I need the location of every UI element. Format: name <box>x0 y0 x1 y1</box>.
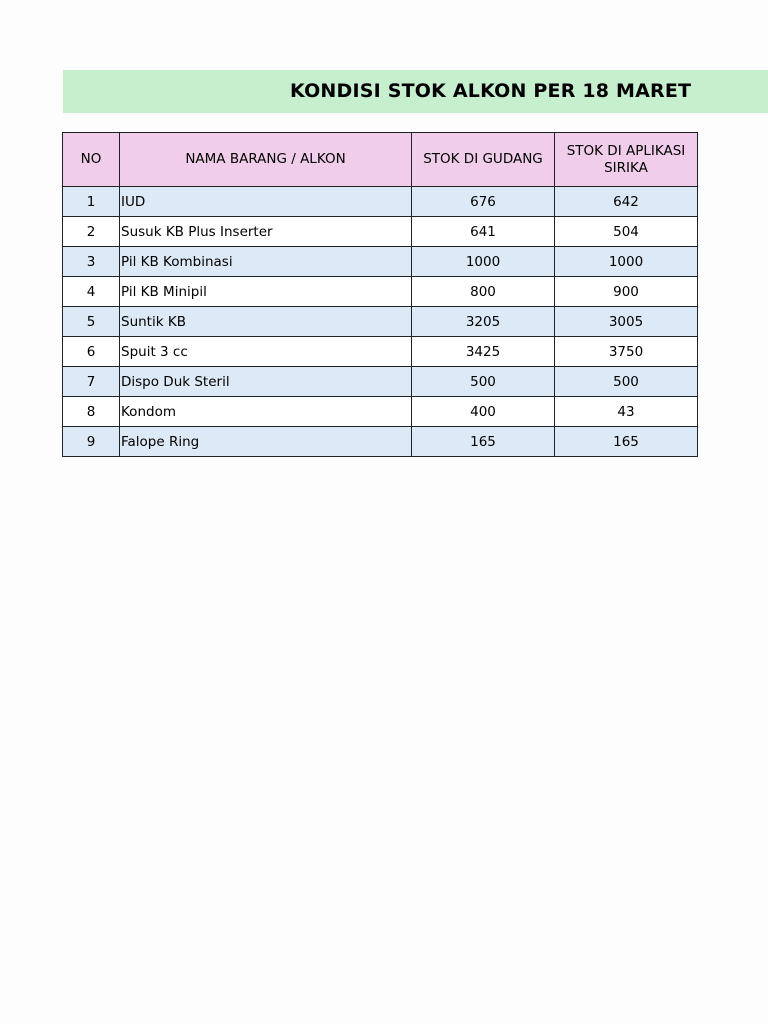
table-row <box>63 427 698 457</box>
header-no: NO <box>63 133 120 187</box>
cell-warehouse-stock <box>412 187 555 217</box>
cell-no <box>63 397 120 427</box>
cell-app-stock <box>555 337 698 367</box>
cell-app-stock-text: 43 <box>617 403 635 420</box>
cell-no <box>63 307 120 337</box>
cell-no <box>63 247 120 277</box>
cell-item-name <box>120 277 412 307</box>
cell-item-name-text: Susuk KB Plus Inserter <box>121 223 273 240</box>
cell-no-text: 9 <box>86 433 96 450</box>
cell-item-name <box>120 337 412 367</box>
table-row <box>63 307 698 337</box>
header-app-stock: STOK DI APLIKASI SIRIKA <box>555 133 698 187</box>
cell-app-stock-text: 3005 <box>608 313 644 330</box>
cell-no <box>63 427 120 457</box>
header-item-name: NAMA BARANG / ALKON <box>120 133 412 187</box>
cell-warehouse-stock-text: 1000 <box>465 253 501 270</box>
cell-warehouse-stock <box>412 247 555 277</box>
cell-item-name <box>120 427 412 457</box>
cell-warehouse-stock <box>412 367 555 397</box>
table-body <box>63 187 698 457</box>
cell-warehouse-stock <box>412 427 555 457</box>
cell-app-stock <box>555 187 698 217</box>
cell-warehouse-stock-text: 500 <box>470 373 496 390</box>
cell-item-name-text: Falope Ring <box>121 433 200 450</box>
cell-item-name <box>120 187 412 217</box>
cell-item-name <box>120 247 412 277</box>
cell-app-stock-text: 900 <box>613 283 639 300</box>
table-row <box>63 367 698 397</box>
cell-no-text: 2 <box>86 223 96 240</box>
table-row <box>63 337 698 367</box>
cell-app-stock <box>555 367 698 397</box>
cell-no <box>63 337 120 367</box>
table-row <box>63 187 698 217</box>
header-warehouse-stock: STOK DI GUDANG <box>412 133 555 187</box>
cell-item-name-text: IUD <box>121 193 146 210</box>
cell-no <box>63 217 120 247</box>
cell-no <box>63 277 120 307</box>
cell-app-stock-text: 642 <box>613 193 639 210</box>
header-row <box>63 133 698 187</box>
cell-warehouse-stock-text: 3425 <box>465 343 501 360</box>
cell-item-name-text: Kondom <box>121 403 176 420</box>
cell-app-stock-text: 3750 <box>608 343 644 360</box>
page-title: KONDISI STOK ALKON PER 18 MARET <box>290 80 692 102</box>
cell-warehouse-stock-text: 400 <box>470 403 496 420</box>
cell-item-name-text: Pil KB Kombinasi <box>121 253 233 270</box>
cell-no <box>63 187 120 217</box>
cell-item-name-text: Dispo Duk Steril <box>121 373 230 390</box>
cell-warehouse-stock <box>412 277 555 307</box>
table-row <box>63 397 698 427</box>
cell-app-stock-text: 500 <box>613 373 639 390</box>
table-row <box>63 217 698 247</box>
table-header <box>63 133 698 187</box>
cell-warehouse-stock-text: 3205 <box>465 313 501 330</box>
cell-no-text: 6 <box>86 343 96 360</box>
cell-app-stock <box>555 277 698 307</box>
cell-app-stock <box>555 217 698 247</box>
cell-item-name <box>120 307 412 337</box>
cell-app-stock <box>555 427 698 457</box>
cell-app-stock-text: 165 <box>613 433 639 450</box>
cell-item-name <box>120 367 412 397</box>
cell-app-stock-text: 1000 <box>608 253 644 270</box>
cell-no <box>63 367 120 397</box>
title-band <box>63 70 768 113</box>
cell-warehouse-stock <box>412 397 555 427</box>
table-row <box>63 277 698 307</box>
cell-warehouse-stock-text: 165 <box>470 433 496 450</box>
cell-warehouse-stock <box>412 337 555 367</box>
cell-warehouse-stock-text: 676 <box>470 193 496 210</box>
cell-item-name <box>120 397 412 427</box>
cell-no-text: 8 <box>86 403 96 420</box>
cell-item-name-text: Suntik KB <box>121 313 186 330</box>
cell-no-text: 4 <box>86 283 96 300</box>
cell-item-name-text: Spuit 3 cc <box>121 343 188 360</box>
cell-item-name-text: Pil KB Minipil <box>121 283 207 300</box>
cell-no-text: 1 <box>86 193 96 210</box>
cell-no-text: 5 <box>86 313 96 330</box>
cell-app-stock-text: 504 <box>613 223 639 240</box>
cell-warehouse-stock <box>412 217 555 247</box>
cell-warehouse-stock-text: 800 <box>470 283 496 300</box>
table-row <box>63 247 698 277</box>
cell-warehouse-stock-text: 641 <box>470 223 496 240</box>
cell-warehouse-stock <box>412 307 555 337</box>
cell-app-stock <box>555 307 698 337</box>
cell-app-stock <box>555 397 698 427</box>
cell-no-text: 3 <box>86 253 96 270</box>
stock-table <box>62 132 698 457</box>
cell-item-name <box>120 217 412 247</box>
cell-app-stock <box>555 247 698 277</box>
cell-no-text: 7 <box>86 373 96 390</box>
